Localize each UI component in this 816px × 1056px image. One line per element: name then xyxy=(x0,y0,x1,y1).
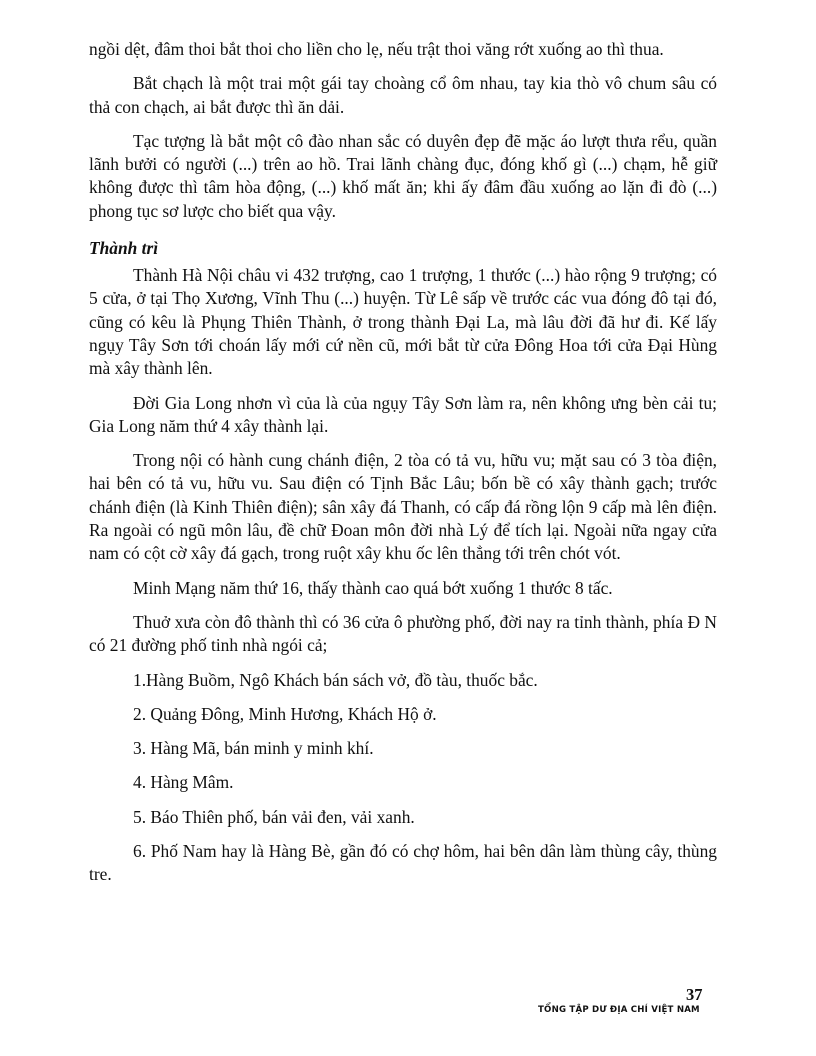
paragraph: Thành Hà Nội châu vi 432 trượng, cao 1 trượng, 1 thước (...) hào rộng 9 trượng; có 5 cửa, ở tại Thọ Xương, Vĩnh Thu (...) huyện. Từ Lê sấp về trước các vua đóng đô tại đó, cũng có kêu là Phụng Thiên Thành, ở trong thành Đại La, mà lâu đời đã hư đi. Kế lấy ngụy Tây Sơn tới choán lấy mới cứ nền cũ, mới bắt từ cửa Đông Hoa tới cửa Đại Hùng mà xây thành lên. xyxy=(89,265,717,379)
paragraph: Minh Mạng năm thứ 16, thấy thành cao quá bớt xuống 1 thước 8 tấc. xyxy=(133,577,613,598)
section-heading: Thành trì xyxy=(89,238,159,259)
paragraph: Trong nội có hành cung chánh điện, 2 tòa có tả vu, hữu vu; mặt sau có 3 tòa điện, hai bên có tả vu, hữu vu. Sau điện có Tịnh Bắc Lâu; bốn bề có xây thành gạch; trước chánh điện (là Kinh Thiên điện); sân xây đá Thanh, có cấp đá rồng lộn 9 cấp mà lên điện. Ra ngoài có ngũ môn lâu, đề chữ Đoan môn đời nhà Lý để tích lại. Ngoài nữa ngay cửa nam có cột cờ xây đá gạch, trong ruột xây khu ốc lên thẳng tới trên chót vót. xyxy=(89,450,717,564)
paragraph: Thuở xưa còn đô thành thì có 36 cửa ô phường phố, đời nay ra tỉnh thành, phía Đ N có 21 đường phố tinh nhà ngói cả; xyxy=(89,611,717,656)
document-page xyxy=(89,38,717,887)
list-item: 3. Hàng Mã, bán minh y minh khí. xyxy=(133,738,374,759)
running-footer: TỔNG TẬP DƯ ĐỊA CHÍ VIỆT NAM xyxy=(538,1005,700,1015)
list-item: 6. Phố Nam hay là Hàng Bè, gần đó có chợ hôm, hai bên dân làm thùng cây, thùng tre. xyxy=(89,841,717,885)
list-item: 4. Hàng Mâm. xyxy=(133,772,234,793)
page-number: 37 xyxy=(686,985,703,1004)
paragraph: Bắt chạch là một trai một gái tay choàng cổ ôm nhau, tay kia thò vô chum sâu có thả con chạch, ai bắt được thì ăn dải. xyxy=(89,73,717,117)
paragraph: Tạc tượng là bắt một cô đào nhan sắc có duyên đẹp đẽ mặc áo lượt thưa rểu, quần lãnh bưởi có người (...) trên ao hồ. Trai lãnh chàng đục, đóng khố gì (...) chạm, hễ giữ không được thì tâm hòa động, (...) khố mất ăn; khi ấy đâm đầu xuống ao lặn đi đò (...) phong tục sơ lược cho biết qua vậy. xyxy=(89,130,717,221)
list-item: 5. Báo Thiên phố, bán vải đen, vải xanh. xyxy=(133,806,415,827)
list-item: 1.Hàng Buồm, Ngô Khách bán sách vở, đồ tàu, thuốc bắc. xyxy=(133,669,538,690)
paragraph: ngồi dệt, đâm thoi bắt thoi cho liền cho lẹ, nếu trật thoi văng rớt xuống ao thì thua. xyxy=(89,39,664,59)
paragraph: Đời Gia Long nhơn vì của là của ngụy Tây Sơn làm ra, nên không ưng bèn cải tu; Gia Long năm thứ 4 xây thành lại. xyxy=(89,392,717,436)
list-item: 2. Quảng Đông, Minh Hương, Khách Hộ ở. xyxy=(133,703,437,724)
